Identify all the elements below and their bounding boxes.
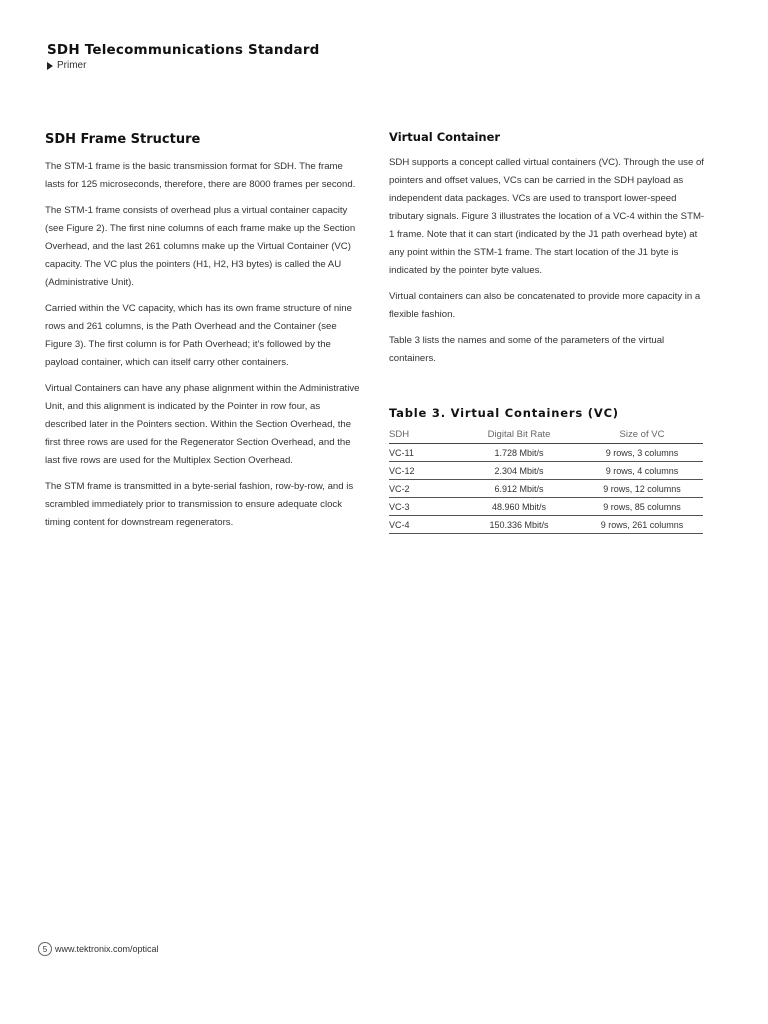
table-cell: 6.912 Mbit/s xyxy=(457,480,581,498)
table-row xyxy=(389,444,703,462)
section-title-virtual-container: Virtual Container xyxy=(389,130,501,144)
table-cell: VC-12 xyxy=(389,462,457,480)
document-subtitle-text: Primer xyxy=(57,60,87,71)
table-cell: 9 rows, 261 columns xyxy=(581,516,703,534)
paragraph: Virtual containers can also be concatenated to provide more capacity in a flexible fashion. xyxy=(389,291,701,320)
paragraph: The STM-1 frame is the basic transmission format for SDH. The frame lasts for 125 microseconds, therefore, there are 8000 frames per second. xyxy=(45,161,356,190)
table-cell: VC-4 xyxy=(389,516,457,534)
column-header: Digital Bit Rate xyxy=(457,426,581,444)
paragraph: The STM-1 frame consists of overhead plus a virtual container capacity (see Figure 2). The first nine columns of each frame make up the Section Overhead, and the last 261 columns make up the Virtual Container (VC) capacity. The VC plus the pointers (H1, H2, H3 bytes) is called the AU (Administrative Unit). xyxy=(45,205,356,288)
paragraph: Carried within the VC capacity, which has its own frame structure of nine rows and 261 columns, is the Path Overhead and the Container (see Figure 3). The first column is for Path Overhead; it's followed by the payload container, which can itself carry other containers. xyxy=(45,303,352,368)
document-title: SDH Telecommunications Standard xyxy=(47,42,320,58)
column-header: SDH xyxy=(389,426,457,444)
table-cell: VC-11 xyxy=(389,444,457,462)
table-cell: 2.304 Mbit/s xyxy=(457,462,581,480)
right-column xyxy=(389,130,705,534)
document-subtitle xyxy=(47,60,320,71)
page-number-badge: 5 xyxy=(38,942,52,956)
table-row xyxy=(389,498,703,516)
virtual-containers-table xyxy=(389,426,703,534)
column-header: Size of VC xyxy=(581,426,703,444)
table-cell: 48.960 Mbit/s xyxy=(457,498,581,516)
page-footer xyxy=(38,942,159,956)
table-cell: 1.728 Mbit/s xyxy=(457,444,581,462)
section-title-frame-structure: SDH Frame Structure xyxy=(45,132,201,147)
table-row xyxy=(389,480,703,498)
table-cell: 9 rows, 3 columns xyxy=(581,444,703,462)
paragraph: The STM frame is transmitted in a byte-serial fashion, row-by-row, and is scrambled immediately prior to transmission to ensure adequate clock timing content for downstream regenerators. xyxy=(45,481,354,528)
table-row xyxy=(389,462,703,480)
triangle-right-icon xyxy=(47,62,53,70)
table-cell: 150.336 Mbit/s xyxy=(457,516,581,534)
document-header xyxy=(47,42,320,71)
table-header-row xyxy=(389,426,703,444)
left-column xyxy=(45,132,360,540)
table-cell: VC-2 xyxy=(389,480,457,498)
table-title: Table 3. Virtual Containers (VC) xyxy=(389,406,619,420)
paragraph: SDH supports a concept called virtual containers (VC). Through the use of pointers and offset values, VCs can be carried in the SDH payload as independent data packages. VCs are used to transport lower-speed tributary signals. Figure 3 illustrates the location of a VC-4 within the STM-1 frame. Note that it can start (indicated by the J1 path overhead byte) at any point within the STM-1 frame. The start location of the J1 byte is indicated by the pointer byte values. xyxy=(389,157,705,276)
table-cell: 9 rows, 12 columns xyxy=(581,480,703,498)
footer-url-link[interactable]: www.tektronix.com/optical xyxy=(55,944,159,954)
paragraph: Table 3 lists the names and some of the parameters of the virtual containers. xyxy=(389,335,665,364)
paragraph: Virtual Containers can have any phase alignment within the Administrative Unit, and this alignment is indicated by the Pointer in row four, as described later in the Pointers section. Within the Section Overhead, the first three rows are used for the Regenerator Section Overhead, and the last five rows are used for the Multiplex Section Overhead. xyxy=(45,383,360,466)
table-row xyxy=(389,516,703,534)
table-cell: VC-3 xyxy=(389,498,457,516)
table-cell: 9 rows, 85 columns xyxy=(581,498,703,516)
table-cell: 9 rows, 4 columns xyxy=(581,462,703,480)
